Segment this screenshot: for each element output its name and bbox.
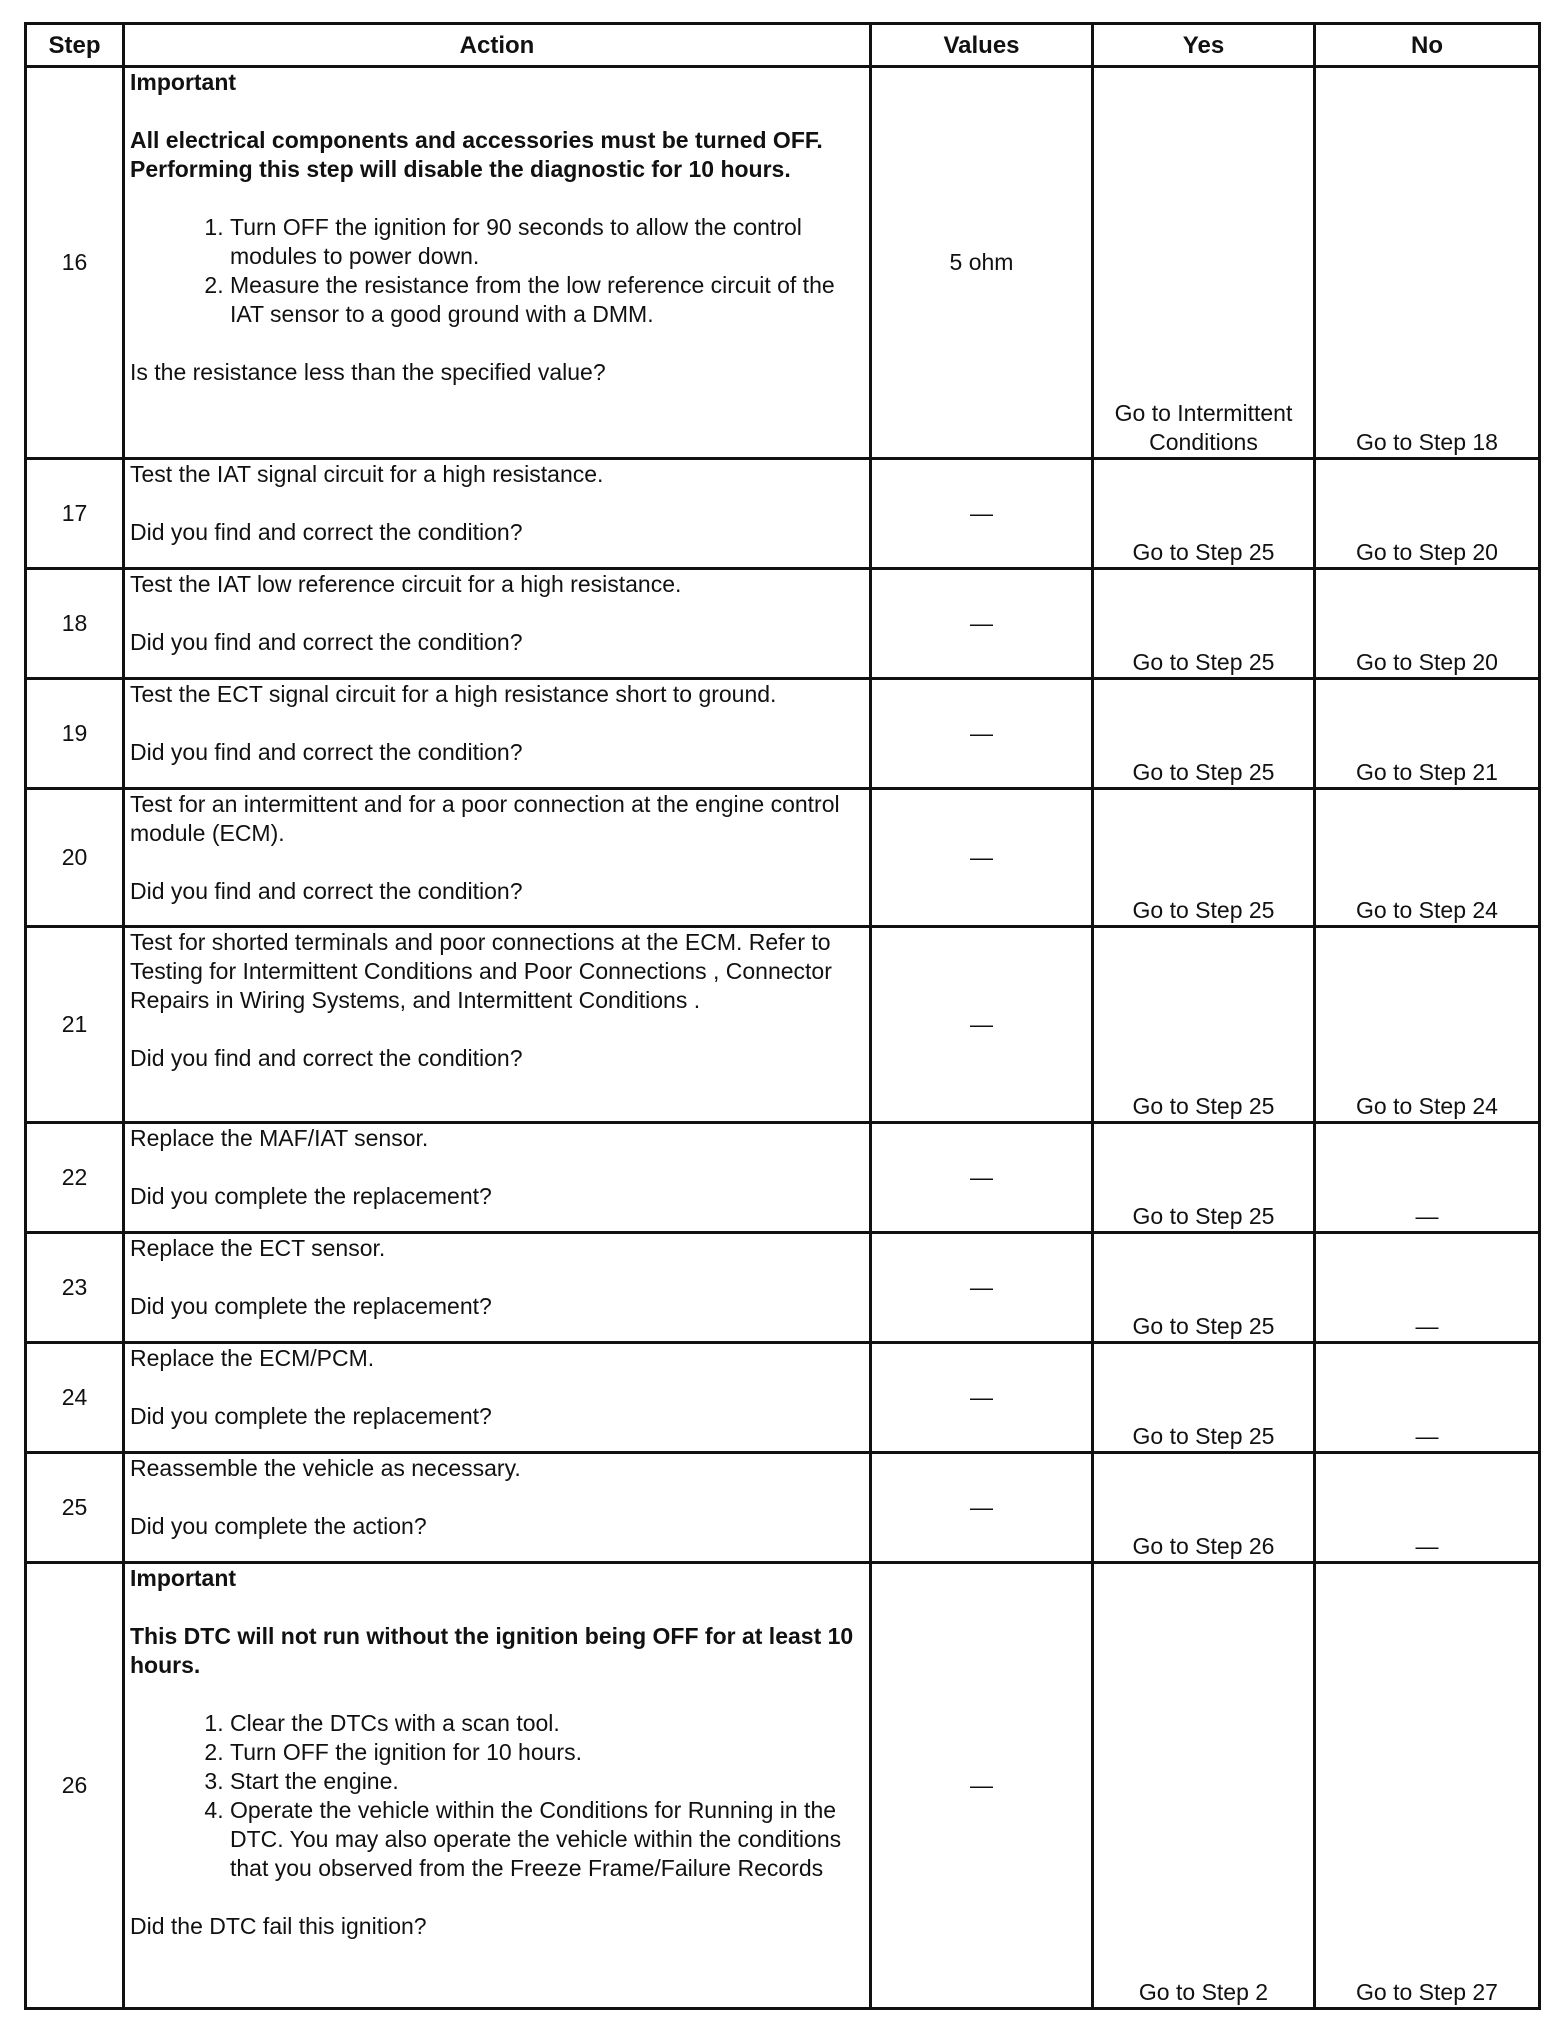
yes-cell: Go to Step 25: [1093, 679, 1315, 789]
yes-cell: Go to Step 25: [1093, 1123, 1315, 1233]
value-cell: —: [871, 789, 1093, 927]
list-item: 2. Turn OFF the ignition for 10 hours.: [230, 1738, 864, 1767]
list-item: 4. Operate the vehicle within the Conditions for Running in the DTC. You may also operate the vehicle within the conditions that you observed from the Freeze Frame/Failure Records: [230, 1796, 864, 1883]
table-row: [26, 789, 1540, 927]
action-text: Test for shorted terminals and poor connections at the ECM. Refer to Testing for Intermittent Conditions and Poor Connections , Connector Repairs in Wiring Systems, and Intermittent Conditions .: [130, 929, 832, 1013]
value-cell: —: [871, 1563, 1093, 2009]
action-text: Reassemble the vehicle as necessary.: [130, 1455, 521, 1481]
table-row: [26, 927, 1540, 1123]
value-cell: —: [871, 569, 1093, 679]
question-text: Did you complete the replacement?: [130, 1183, 492, 1209]
warning-text: All electrical components and accessories must be turned OFF. Performing this step will disable the diagnostic for 10 hours.: [130, 127, 823, 182]
step-number: 22: [26, 1123, 124, 1233]
action-cell: [124, 927, 871, 1123]
table-row: [26, 1453, 1540, 1563]
value-cell: —: [871, 1343, 1093, 1453]
question-text: Did you find and correct the condition?: [130, 519, 523, 545]
no-cell: Go to Step 27: [1315, 1563, 1540, 2009]
list-item: 1. Turn OFF the ignition for 90 seconds to allow the control modules to power down.: [230, 213, 864, 271]
step-number: 23: [26, 1233, 124, 1343]
action-cell: [124, 67, 871, 459]
action-cell: [124, 1123, 871, 1233]
action-text: Replace the ECM/PCM.: [130, 1345, 375, 1371]
action-cell: [124, 1233, 871, 1343]
value-cell: —: [871, 1453, 1093, 1563]
question-text: Did you complete the replacement?: [130, 1403, 492, 1429]
action-cell: [124, 789, 871, 927]
yes-cell: Go to Step 25: [1093, 1343, 1315, 1453]
list-item: 1. Clear the DTCs with a scan tool.: [230, 1709, 864, 1738]
table-row: [26, 569, 1540, 679]
table-row: [26, 679, 1540, 789]
no-cell: —: [1315, 1343, 1540, 1453]
action-cell: [124, 459, 871, 569]
yes-cell: Go to Step 25: [1093, 1233, 1315, 1343]
table-row: [26, 1123, 1540, 1233]
header-step: Step: [26, 24, 124, 67]
no-cell: Go to Step 21: [1315, 679, 1540, 789]
action-text: Test the IAT signal circuit for a high resistance.: [130, 461, 604, 487]
action-text: Test for an intermittent and for a poor connection at the engine control module (ECM).: [130, 791, 840, 846]
question-text: Did you complete the replacement?: [130, 1293, 492, 1319]
header-row: [26, 24, 1540, 67]
step-number: 24: [26, 1343, 124, 1453]
important-label: Important: [130, 1565, 237, 1591]
no-cell: Go to Step 24: [1315, 927, 1540, 1123]
question-text: Is the resistance less than the specified value?: [130, 359, 606, 385]
table-row: [26, 1233, 1540, 1343]
no-cell: Go to Step 24: [1315, 789, 1540, 927]
action-cell: [124, 1343, 871, 1453]
yes-cell: Go to Step 2: [1093, 1563, 1315, 2009]
no-cell: —: [1315, 1233, 1540, 1343]
step-list: [130, 1709, 864, 1883]
table-row: [26, 1563, 1540, 2009]
value-cell: —: [871, 1233, 1093, 1343]
step-number: 19: [26, 679, 124, 789]
list-item: 3. Start the engine.: [230, 1767, 864, 1796]
step-number: 18: [26, 569, 124, 679]
no-cell: Go to Step 20: [1315, 569, 1540, 679]
yes-cell: Go to Step 25: [1093, 789, 1315, 927]
action-cell: [124, 1453, 871, 1563]
step-number: 16: [26, 67, 124, 459]
step-number: 21: [26, 927, 124, 1123]
action-cell: [124, 679, 871, 789]
yes-cell: Go to Step 25: [1093, 569, 1315, 679]
step-number: 17: [26, 459, 124, 569]
action-text: Test the ECT signal circuit for a high resistance short to ground.: [130, 681, 777, 707]
yes-cell: Go to Step 26: [1093, 1453, 1315, 1563]
diagnostic-table: [24, 22, 1541, 2010]
header-yes: Yes: [1093, 24, 1315, 67]
yes-cell: Go to Intermittent Conditions: [1093, 67, 1315, 459]
table-row: [26, 1343, 1540, 1453]
yes-cell: Go to Step 25: [1093, 459, 1315, 569]
action-text: Test the IAT low reference circuit for a high resistance.: [130, 571, 682, 597]
step-list: [130, 213, 864, 329]
header-no: No: [1315, 24, 1540, 67]
question-text: Did you find and correct the condition?: [130, 739, 523, 765]
table-row: [26, 67, 1540, 459]
action-text: Replace the ECT sensor.: [130, 1235, 386, 1261]
step-number: 20: [26, 789, 124, 927]
important-label: Important: [130, 69, 237, 95]
question-text: Did you find and correct the condition?: [130, 629, 523, 655]
table-row: [26, 459, 1540, 569]
no-cell: —: [1315, 1123, 1540, 1233]
value-cell: —: [871, 459, 1093, 569]
no-cell: —: [1315, 1453, 1540, 1563]
no-cell: Go to Step 18: [1315, 67, 1540, 459]
value-cell: 5 ohm: [871, 67, 1093, 459]
action-text: Replace the MAF/IAT sensor.: [130, 1125, 429, 1151]
warning-text: This DTC will not run without the ignition being OFF for at least 10 hours.: [130, 1623, 854, 1678]
header-action: Action: [124, 24, 871, 67]
no-cell: Go to Step 20: [1315, 459, 1540, 569]
step-number: 25: [26, 1453, 124, 1563]
value-cell: —: [871, 679, 1093, 789]
header-values: Values: [871, 24, 1093, 67]
list-item: 2. Measure the resistance from the low reference circuit of the IAT sensor to a good ground with a DMM.: [230, 271, 864, 329]
value-cell: —: [871, 927, 1093, 1123]
question-text: Did the DTC fail this ignition?: [130, 1913, 427, 1939]
question-text: Did you find and correct the condition?: [130, 878, 523, 904]
value-cell: —: [871, 1123, 1093, 1233]
action-cell: [124, 569, 871, 679]
question-text: Did you complete the action?: [130, 1513, 427, 1539]
question-text: Did you find and correct the condition?: [130, 1045, 523, 1071]
step-number: 26: [26, 1563, 124, 2009]
yes-cell: Go to Step 25: [1093, 927, 1315, 1123]
action-cell: [124, 1563, 871, 2009]
